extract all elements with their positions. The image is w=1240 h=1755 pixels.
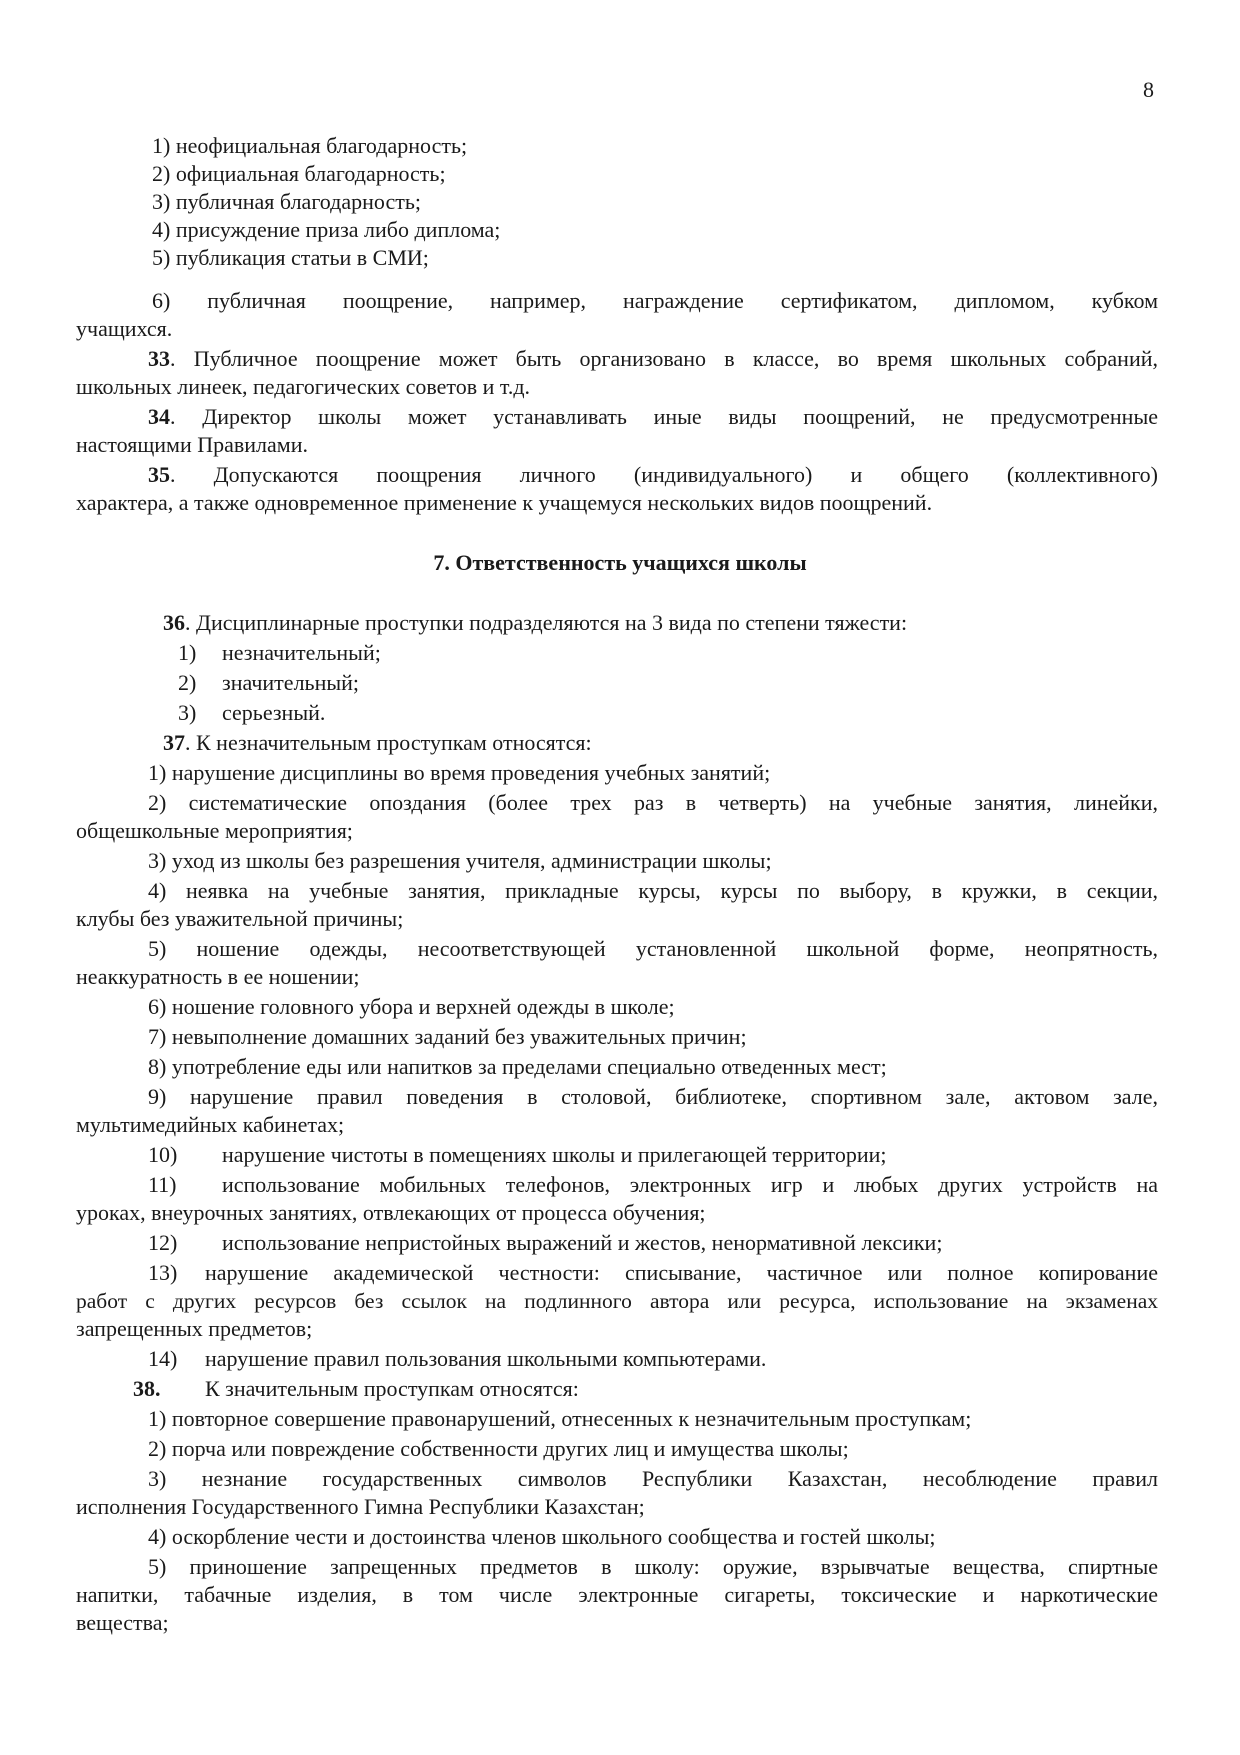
paragraph-34: 34. Директор школы может устанавливать иные виды поощрений, не предусмотренные	[148, 404, 1158, 429]
list-item: 4) неявка на учебные занятия, прикладные курсы, курсы по выбору, в кружки, в секции,	[148, 878, 1158, 903]
list-item: нарушение академической честности: списывание, частичное или полное копирование	[205, 1260, 1158, 1285]
paragraph-34-continuation: настоящими Правилами.	[76, 432, 308, 457]
paragraph-33: 33. Публичное поощрение может быть организовано в классе, во время школьных собраний,	[148, 346, 1158, 371]
list-number: 10)	[148, 1142, 178, 1167]
paragraph-number: 34	[148, 404, 170, 429]
list-item-continuation: неаккуратность в ее ношении;	[76, 964, 360, 989]
list-number: 1)	[178, 640, 197, 665]
list-item: использование мобильных телефонов, электронных игр и любых других устройств на	[222, 1172, 1158, 1197]
list-item-continuation: клубы без уважительной причины;	[76, 906, 404, 931]
list-item-continuation: вещества;	[76, 1610, 169, 1635]
list-number: 2)	[178, 670, 197, 695]
list-item: 1) повторное совершение правонарушений, отнесенных к незначительным проступкам;	[148, 1406, 972, 1431]
list-item-continuation: учащихся.	[76, 316, 173, 341]
list-item: 1) нарушение дисциплины во время проведения учебных занятий;	[148, 760, 771, 785]
paragraph-number: 37	[163, 730, 185, 755]
list-item: 5) приношение запрещенных предметов в школу: оружие, взрывчатые вещества, спиртные	[148, 1554, 1158, 1579]
list-item: нарушение правил пользования школьными компьютерами.	[205, 1346, 767, 1371]
list-item: использование непристойных выражений и жестов, ненормативной лексики;	[222, 1230, 943, 1255]
list-item: 3) незнание государственных символов Республики Казахстан, несоблюдение правил	[148, 1466, 1158, 1491]
list-number: 12)	[148, 1230, 178, 1255]
list-item: незначительный;	[222, 640, 381, 665]
list-item-continuation: мультимедийных кабинетах;	[76, 1112, 345, 1137]
list-item-continuation: запрещенных предметов;	[76, 1316, 313, 1341]
list-number: 11)	[148, 1172, 177, 1197]
list-item-continuation: уроках, внеурочных занятиях, отвлекающих от процесса обучения;	[76, 1200, 706, 1225]
list-item: 3) уход из школы без разрешения учителя, администрации школы;	[148, 848, 772, 873]
list-number: 14)	[148, 1346, 178, 1371]
section-heading: 7. Ответственность учащихся школы	[433, 550, 807, 575]
list-item: 6) публичная поощрение, например, награждение сертификатом, дипломом, кубком	[152, 288, 1158, 313]
list-item: 2) официальная благодарность;	[152, 161, 446, 186]
list-item: 4) присуждение приза либо диплома;	[152, 217, 501, 242]
list-item: 5) публикация статьи в СМИ;	[152, 245, 429, 270]
list-item: 2) систематические опоздания (более трех раз в четверть) на учебные занятия, линейки,	[148, 790, 1158, 815]
paragraph-number: 36	[163, 610, 185, 635]
list-item: 2) порча или повреждение собственности других лиц и имущества школы;	[148, 1436, 849, 1461]
list-item: 5) ношение одежды, несоответствующей установленной школьной форме, неопрятность,	[148, 936, 1158, 961]
list-item-continuation: общешкольные мероприятия;	[76, 818, 353, 843]
list-item: 8) употребление еды или напитков за пределами специально отведенных мест;	[148, 1054, 887, 1079]
list-item: 4) оскорбление чести и достоинства членов школьного сообщества и гостей школы;	[148, 1524, 936, 1549]
list-item: значительный;	[222, 670, 360, 695]
paragraph-number: 35	[148, 462, 170, 487]
page-number: 8	[1143, 77, 1154, 102]
list-item: 6) ношение головного убора и верхней одежды в школе;	[148, 994, 675, 1019]
paragraph-38-number: 38.	[133, 1376, 161, 1401]
list-item-continuation: работ с других ресурсов без ссылок на подлинного автора или ресурса, использование на экзаменах	[76, 1289, 1158, 1313]
paragraph-number: 33	[148, 346, 170, 371]
paragraph-35-continuation: характера, а также одновременное применение к учащемуся нескольких видов поощрений.	[76, 490, 933, 515]
list-item: 3) публичная благодарность;	[152, 189, 421, 214]
list-item: серьезный.	[222, 700, 326, 725]
list-number: 13)	[148, 1260, 178, 1285]
list-number: 3)	[178, 700, 197, 725]
list-item: 1) неофициальная благодарность;	[152, 133, 468, 158]
list-item: 7) невыполнение домашних заданий без уважительных причин;	[148, 1024, 747, 1049]
paragraph-36: 36. Дисциплинарные проступки подразделяются на 3 вида по степени тяжести:	[163, 610, 908, 635]
paragraph-38: К значительным проступкам относятся:	[205, 1376, 579, 1401]
paragraph-37: 37. К незначительным проступкам относятся:	[163, 730, 592, 755]
list-item: нарушение чистоты в помещениях школы и прилегающей территории;	[222, 1142, 887, 1167]
paragraph-33-continuation: школьных линеек, педагогических советов и т.д.	[76, 374, 531, 399]
list-item-continuation: исполнения Государственного Гимна Республики Казахстан;	[76, 1494, 645, 1519]
list-item: 9) нарушение правил поведения в столовой, библиотеке, спортивном зале, актовом зале,	[148, 1084, 1158, 1109]
paragraph-35: 35. Допускаются поощрения личного (индивидуального) и общего (коллективного)	[148, 462, 1158, 487]
list-item-continuation: напитки, табачные изделия, в том числе электронные сигареты, токсические и наркотические	[76, 1582, 1158, 1607]
